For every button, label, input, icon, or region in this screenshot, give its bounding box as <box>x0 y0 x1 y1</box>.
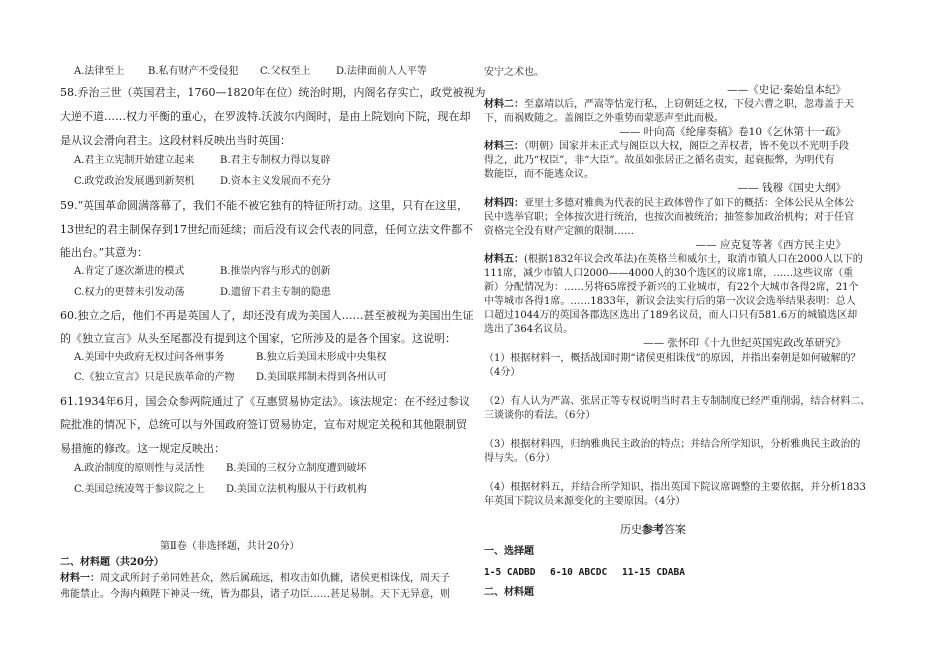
q59-option-d: D.遗留下君主专制的隐患 <box>220 287 331 298</box>
material-4-label: 材料四： <box>484 198 524 209</box>
q58-option-a: A.君主立宪制开始建立起来 <box>74 155 195 166</box>
answer-key-title: 历史参考答案 <box>620 523 686 536</box>
answer-range-1: 1-5 CADBD <box>484 567 536 578</box>
q60-line: 的《独立宣言》从头至尾都没有提到这个国家，它所涉及的是各个国家。这说明： <box>60 332 456 345</box>
q58-line: 是从议会滑向君主。这段材料反映出当时英国： <box>60 134 291 147</box>
material-2-label: 材料二： <box>484 99 524 110</box>
q61-line: 易措施的修改。这一规定反映出： <box>60 442 225 455</box>
q57-option-d: D.法律面前人人平等 <box>336 66 427 77</box>
q59-option-c: C.权力的更替未引发动荡 <box>74 287 185 298</box>
question-2-line: 三谈谈你的看法。（6分） <box>484 410 596 421</box>
q61-line: 院批准的情况下，总统可以与外国政府签订贸易协定，宣布对规定关税和其他限制贸 <box>60 418 467 431</box>
material-5-line: 中等城市各得1席。……1833年，新议会法实行后的第一次议会选举结果表明：总人 <box>484 296 856 307</box>
question-4-line: （4）根据材料五，并结合所学知识，指出英国下院议席调整的主要依据，并分析1833 <box>484 482 866 493</box>
material-4-source: —— 应克复等著《西方民主史》 <box>695 239 846 251</box>
q60-option-c: C.《独立宣言》只是民族革命的产物 <box>74 372 235 383</box>
q59-option-b: B.推崇内容与形式的创新 <box>220 266 331 277</box>
q61-option-a: A.政治制度的原则性与灵活性 <box>74 463 205 474</box>
material-5-line: 口超过1044万的英国各郡选区选出了189名议员，而人口只有581.6万的城镇选区却 <box>484 310 858 321</box>
answer-section-choice: 一、选择题 <box>484 546 534 557</box>
material-4-line: 资格完全没有财产定额的限制…… <box>484 226 634 237</box>
question-3-line: 得与失。（6分） <box>484 453 556 464</box>
material-5-line: 新）分配情况为：……另将65席授予新兴的工业城市，有22个大城市各得2席，21个 <box>484 282 859 293</box>
answer-range-2: 6-10 ABCDC <box>550 567 608 578</box>
material-5-line: 111席，减少市镇人口2000——4000人的30个选区的议席1席，……这些议席（重 <box>484 268 854 279</box>
material-1-continuation: 安宁之术也。 <box>484 67 544 78</box>
material-1-text: 周文武所封子弟同姓甚众，然后属疏远，相攻击如仇雠，诸侯更相诛伐，周天子 <box>100 573 450 584</box>
material-3-source: —— 钱穆《国史大纲》 <box>737 182 846 194</box>
question-4-line: 年英国下院议员来源变化的主要原因。（4分） <box>484 496 686 507</box>
question-1-line: （1）根据材料一，概括战国时期“诸侯更相诛伐”的原因，并指出秦朝是如何破解的？ <box>484 353 861 364</box>
q61-option-c: C.美国总统凌驾于参议院之上 <box>74 484 205 495</box>
answer-section-material: 二、材料题 <box>484 587 534 598</box>
answer-range-3: 11-15 CDABA <box>622 567 685 578</box>
material-3-line: 数能臣，而不能逃众议。 <box>484 169 594 180</box>
part2-title: 第Ⅱ卷（非选择题，共计20分） <box>160 541 300 552</box>
q61-line: 61.1934年6月，国会众参两院通过了《互惠贸易协定法》。该法规定：在不经过参议 <box>60 395 470 408</box>
section-title: 二、材料题（共20分） <box>60 557 164 568</box>
material-4-line: 民中选举官职；全体按次进行统治，也按次而被统治；抽签参加政治机构；对于任官 <box>484 212 854 223</box>
material-1-label: 材料一： <box>60 573 100 584</box>
material-3-label: 材料三： <box>484 141 524 152</box>
q59-line: 13世纪的君主制保存到17世纪而延续；而后没有议会代表的同意，任何立法文件都不 <box>60 223 473 236</box>
q58-line: 58.乔治三世（英国君主，1760—1820年在位）统治时期，内阁名存实亡，政党被视为 <box>60 86 486 99</box>
question-2-line: （2）有人认为严嵩、张居正等专权说明当时君主专制制度已经严重削弱，结合材料二、 <box>484 396 871 407</box>
q61-option-d: D.美国立法机构服从于行政机构 <box>226 484 367 495</box>
q57-option-a: A.法律至上 <box>74 66 125 77</box>
q58-line: 大逆不道……权力平衡的重心，在罗波特.沃波尔内阁时，是由上院划向下院，现在却 <box>60 110 471 123</box>
material-2-line: 材料二：至嘉靖以后，严嵩等怙宠行私，上窃朝廷之权，下侵六曹之职，忽毒盖于天 <box>484 99 854 110</box>
material-3-line: 得之，此乃“权臣”，非“大臣”。故虽如张居正之循名责实，起衰振弊，为明代有 <box>484 155 835 166</box>
q61-option-b: B.美国的三权分立制度遭到破坏 <box>226 463 367 474</box>
material-5-label: 材料五： <box>484 254 524 265</box>
material-5-line: 选出了364名议员。 <box>484 324 574 335</box>
question-3-line: （3）根据材料四，归纳雅典民主政治的特点；并结合所学知识，分析雅典民主政治的 <box>484 439 861 450</box>
q58-option-b: B.君主专制权力得以复辟 <box>220 155 331 166</box>
q60-option-b: B.独立后美国未形成中央集权 <box>256 352 387 363</box>
material-5-line: 材料五：(根据1832年议会改革法)在英格兰和威尔士，取消市镇人口在2000人以下的 <box>484 254 863 265</box>
q59-option-a: A.肯定了逐次渐进的模式 <box>74 266 185 277</box>
q57-option-b: B.私有财产不受侵犯 <box>148 66 239 77</box>
q59-line: 能出台。”其意为： <box>60 246 149 259</box>
material-5-source: —— 张怀印《十九世纪英国宪政改革研究》 <box>643 337 846 349</box>
material-1-line <box>60 572 450 585</box>
material-2-line: 下，而祸败随之。盖阁臣之外重势而蒙恶声至此而极。 <box>484 113 724 124</box>
q58-option-c: C.政党政治发展遇到新契机 <box>74 176 195 187</box>
q59-line: 59.“英国革命圆满落幕了，我们不能不被它独有的特征所打动。这里，只有在这里， <box>60 199 469 212</box>
material-1-source: ——《史记·秦始皇本纪》 <box>727 84 846 96</box>
q58-option-d: D.资本主义发展而不充分 <box>220 176 331 187</box>
q60-option-a: A.美国中央政府无权过问各州事务 <box>74 352 225 363</box>
material-3-line: 材料三：（明朝）国家并未正式与阁臣以大权，阁臣之弄权者，皆不免以不光明手段 <box>484 141 849 152</box>
material-1-line: 弗能禁止。今海内赖陛下神灵一统，皆为郡县，诸子功臣……甚足易制。天下无异意，则 <box>60 589 450 600</box>
material-4-line: 材料四：亚里士多德对雅典为代表的民主政体曾作了如下的概括：全体公民从全体公 <box>484 198 854 209</box>
q60-option-d: D.美国联邦制未得到各州认可 <box>256 372 387 383</box>
q57-option-c: C.父权至上 <box>260 66 311 77</box>
q60-line: 60.独立之后，他们不再是英国人了，却还没有成为美国人……甚至被视为美国出生证 <box>60 309 474 322</box>
question-1-line: （4分） <box>484 367 521 378</box>
material-2-source: —— 叶向高《纶扉奏稿》卷10《乞休第十一疏》 <box>619 126 846 138</box>
